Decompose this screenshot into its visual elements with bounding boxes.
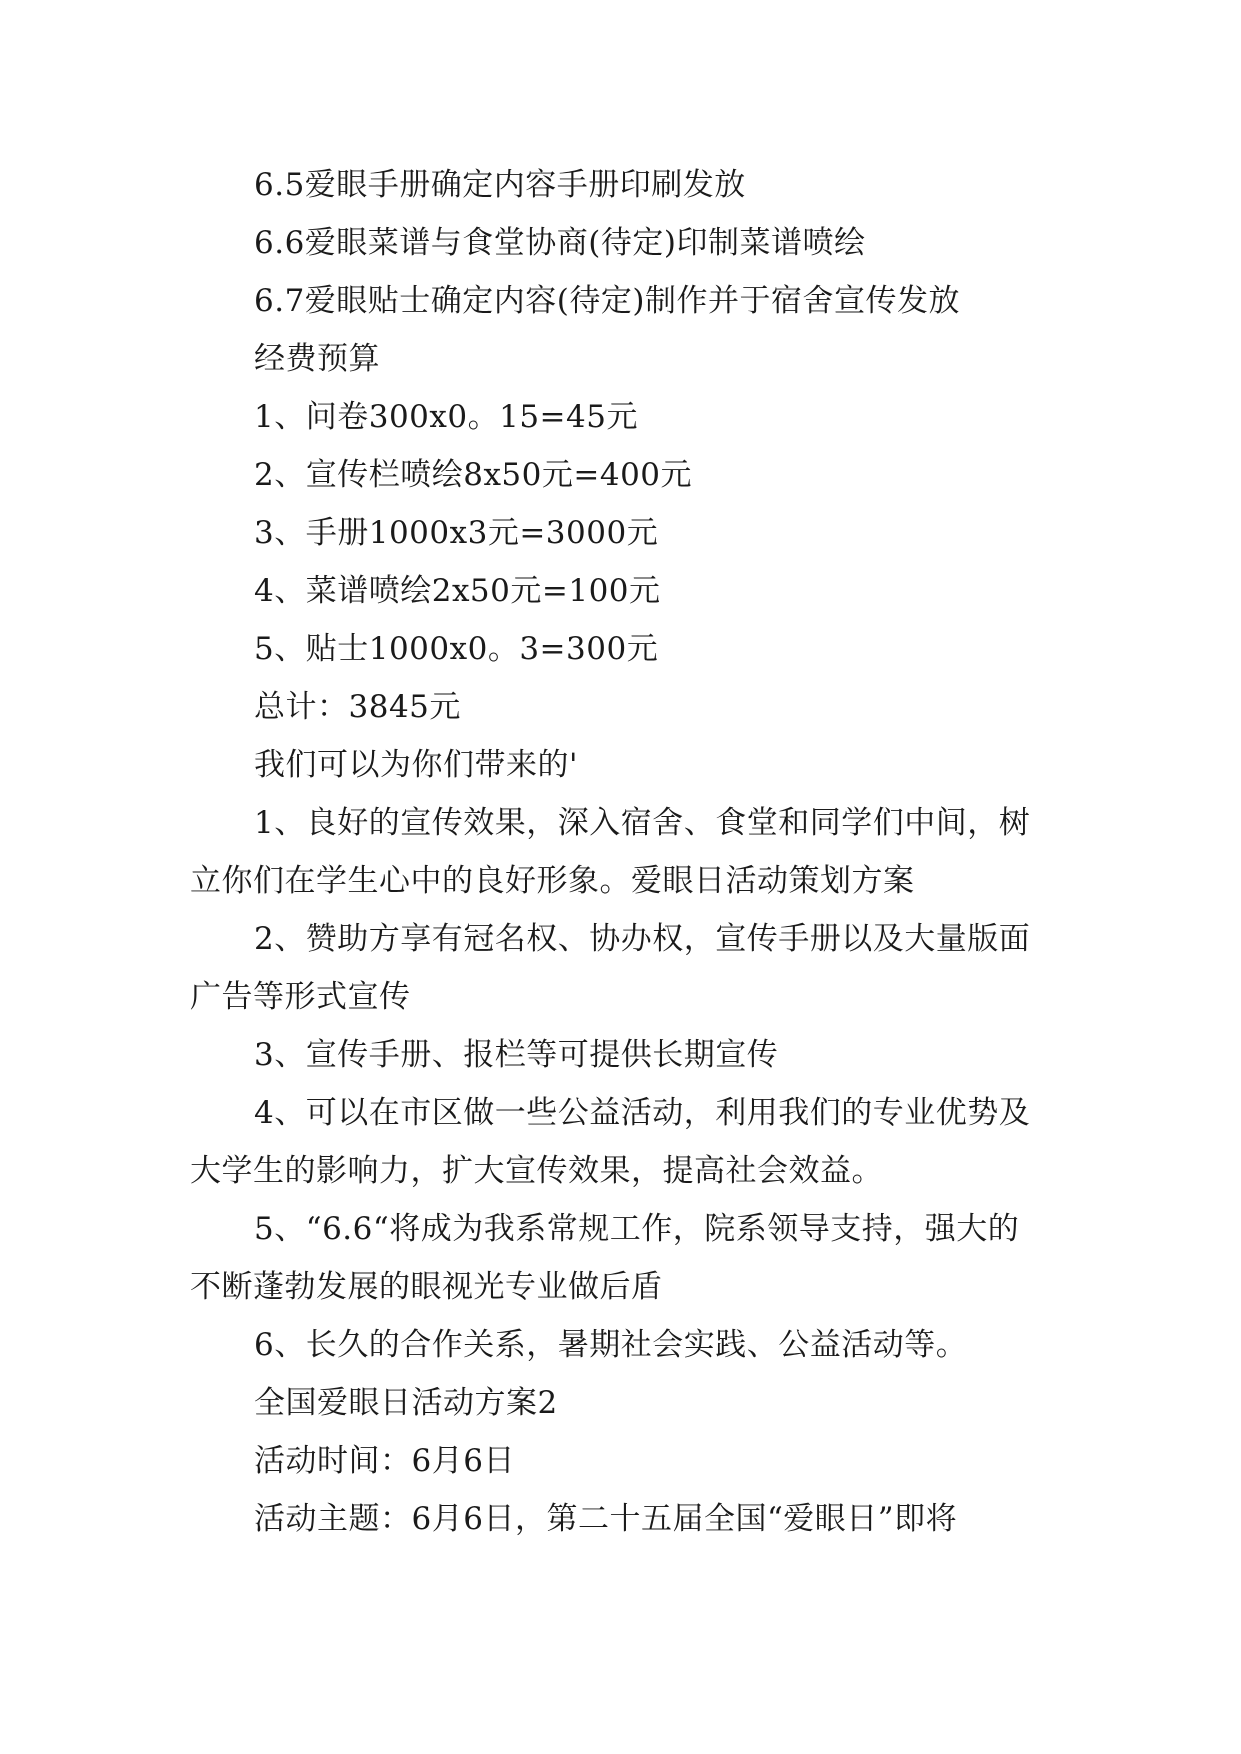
paragraph-18: 全国爱眼日活动方案2: [254, 1385, 558, 1421]
paragraph-12: 1、良好的宣传效果，深入宿舍、食堂和同学们中间，树立你们在学生心中的良好形象。爱眼日活动策划方案: [190, 805, 1031, 899]
paragraph-5: 1、问卷300x0。15=45元: [254, 399, 638, 435]
paragraph-7: 3、手册1000x3元=3000元: [254, 515, 659, 551]
paragraph-17: 6、长久的合作关系，暑期社会实践、公益活动等。: [254, 1327, 968, 1363]
paragraph-15: 4、可以在市区做一些公益活动，利用我们的专业优势及大学生的影响力，扩大宣传效果，提高社会效益。: [190, 1095, 1031, 1189]
paragraph-8: 4、菜谱喷绘2x50元=100元: [254, 573, 661, 609]
paragraph-16: 5、“6.6“将成为我系常规工作，院系领导支持，强大的不断蓬勃发展的眼视光专业做后盾: [190, 1211, 1020, 1305]
paragraph-20: 活动主题：6月6日，第二十五届全国“爱眼日”即将: [254, 1501, 958, 1537]
paragraph-13: 2、赞助方享有冠名权、协办权，宣传手册以及大量版面广告等形式宣传: [190, 921, 1031, 1015]
paragraph-19: 活动时间：6月6日: [254, 1443, 515, 1479]
paragraph-2: 6.6爱眼菜谱与食堂协商(待定)印制菜谱喷绘: [254, 225, 866, 261]
paragraph-11: 我们可以为你们带来的': [254, 747, 579, 783]
paragraph-6: 2、宣传栏喷绘8x50元=400元: [254, 457, 693, 493]
paragraph-10: 总计：3845元: [254, 689, 461, 725]
paragraph-3: 6.7爱眼贴士确定内容(待定)制作并于宿舍宣传发放: [254, 283, 960, 319]
paragraph-4: 经费预算: [254, 341, 380, 377]
paragraph-9: 5、贴士1000x0。3=300元: [254, 631, 659, 667]
paragraph-1: 6.5爱眼手册确定内容手册印刷发放: [254, 167, 746, 203]
paragraph-14: 3、宣传手册、报栏等可提供长期宣传: [254, 1037, 779, 1073]
